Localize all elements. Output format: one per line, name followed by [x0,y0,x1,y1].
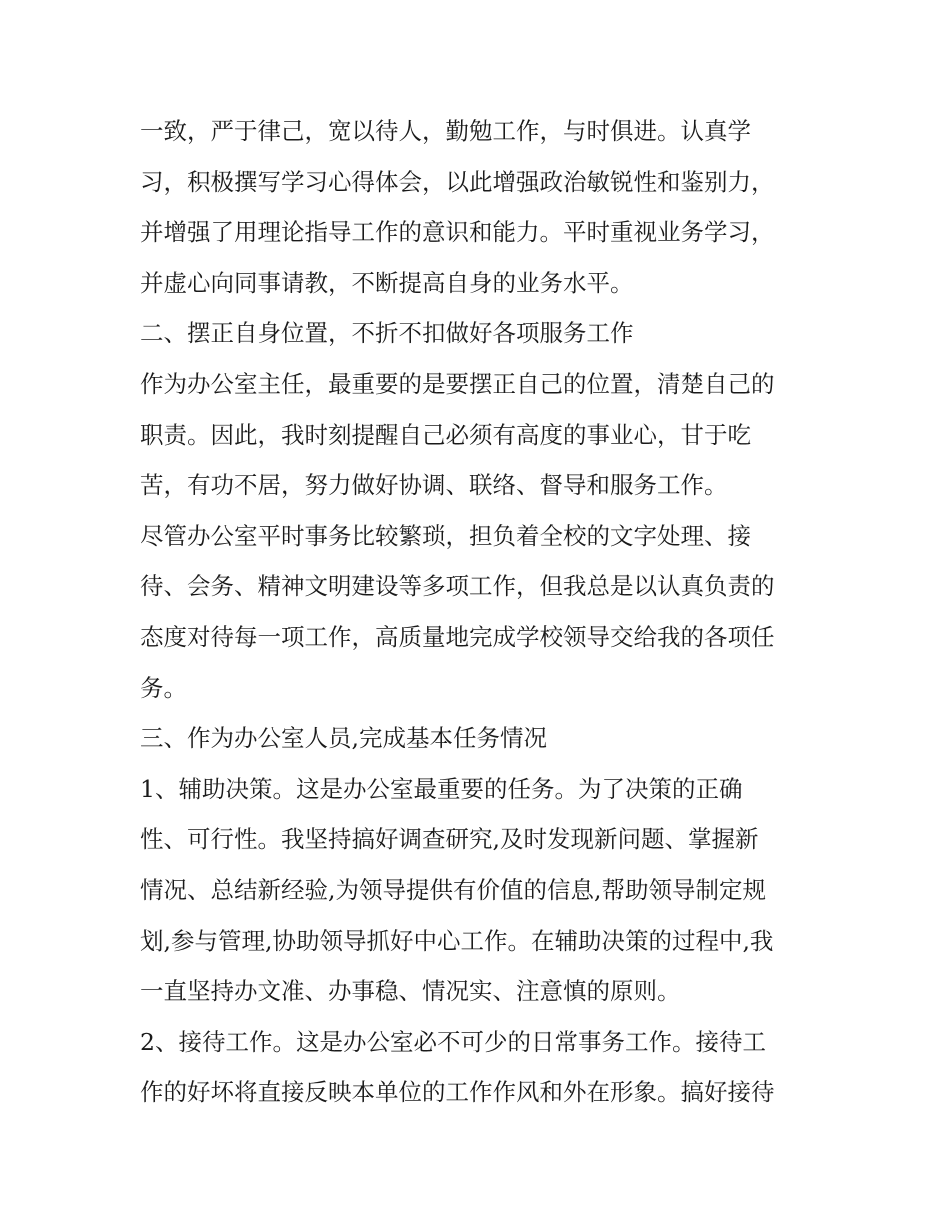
text-line: 2、接待工作。这是办公室必不可少的日常事务工作。接待工 [140,1027,766,1056]
text-line: 划,参与管理,协助领导抓好中心工作。在辅助决策的过程中,我 [140,926,774,955]
text-line: 作的好坏将直接反映本单位的工作作风和外在形象。搞好接待 [140,1078,775,1107]
text-line: 待、会务、精神文明建设等多项工作，但我总是以认真负责的 [140,572,775,601]
text-line: 一致，严于律己，宽以待人，勤勉工作，与时俱进。认真学 [140,117,751,145]
section-heading: 三、作为办公室人员,完成基本任务情况 [140,724,547,753]
section-heading: 二、摆正自身位置，不折不扣做好各项服务工作 [140,319,634,348]
text-line: 尽管办公室平时事务比较繁琐，担负着全校的文字处理、接 [140,521,751,550]
text-line: 职责。因此，我时刻提醒自己必须有高度的事业心，甘于吃 [140,420,751,449]
text-line: 务。 [140,673,187,702]
document-body [140,106,820,1118]
text-line: 1、辅助决策。这是办公室最重要的任务。为了决策的正确 [140,774,743,803]
text-line: 并增强了用理论指导工作的意识和能力。平时重视业务学习， [140,218,775,247]
text-line: 苦，有功不居，努力做好协调、联络、督导和服务工作。 [140,471,728,500]
text-line: 并虚心向同事请教，不断提高自身的业务水平。 [140,268,634,297]
text-line: 情况、总结新经验,为领导提供有价值的信息,帮助领导制定规 [140,875,766,904]
text-line: 性、可行性。我坚持搞好调查研究,及时发现新问题、掌握新 [140,825,759,854]
text-line: 习，积极撰写学习心得体会，以此增强政治敏锐性和鉴别力， [140,167,775,196]
text-line: 态度对待每一项工作，高质量地完成学校领导交给我的各项任 [140,622,775,651]
text-line: 一直坚持办文准、办事稳、情况实、注意慎的原则。 [140,977,681,1006]
text-line: 作为办公室主任，最重要的是要摆正自己的位置，清楚自己的 [140,369,775,398]
